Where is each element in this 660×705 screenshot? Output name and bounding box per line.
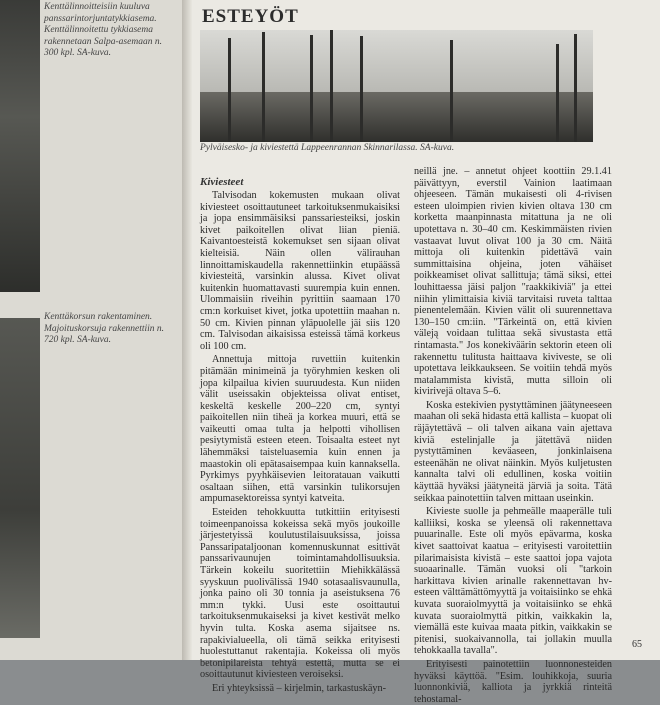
gun-emplacement-photo [0,0,40,292]
photo-tree [228,38,231,142]
obstacle-field-photo [200,30,593,142]
paragraph: neillä jne. – annetut ohjeet koottiin 29.1.41 päivättyyn, everstil Vainion laatimaan ohjeeseen. Tämän mukaisesti oli 4-rivisen esteen uloimpien rivien kivien oltava 130 cm korketta maanpinnasta mitattuna ja ne oli upotettava n. 30–40 cm. Keskimmäisten rivien vastaavat luvut olivat 100 ja 30 cm. Näitä mittoja oli kuitenkin pidettävä vain summittaisina ohjeina, joten vähäiset poikkeamiset olivat sallittuja; tämä siksi, ettei louhittaessa jäisi paljon "raakkikiviä" ja ettei niihin ylimittaisia kiviä tarvitaisi ruveta talttaa pienentelemään. Kivien välit oli suurennettava 130–150 cm:iin. "Tärkeintä on, että kivien väleją voidaan tulittaa sekä sivustasta että rintamasta." Jos konekiväärin sektorin eteen oli rakennettu tulitusta haittaava kiviveste, se oli upotettava leikkaukseen. Se voitiin tehdä myös matalammista kivistä, mutta silloin oli kivirivejä oltava 5–6. [414,166,612,398]
left-photo-caption-top: Kenttälinnoitteisiin kuuluva panssarintorjuntatykkiasema. Kenttälinnoitettu tykkiasema rakennetaan Salpa-asemaan n. 300 kpl. SA-kuva. [44,2,162,58]
text-column-left [200,190,400,695]
paragraph: Esteiden tehokkuutta tutkittiin erityisesti toimeenpanoissa kokeissa sekä myös joukoille järjestetyissä koulutustilaisuuksissa, joissa Panssaripataljoonan komennuskunnat esittivät panssarivaunujen toimintamahdollisuuksia. Tärkein kokeilu suoritettiin Miehikkälässä syyskuun puolivälissä 1940 sotasaalisvaunulla, jonka paino oli 30 tonnia ja aseistuksena 76 mm:n tykki. Uusi este osoittautui tarkoituksenmukaiseksi ja kivet kestivät melko hyvin tulta. Koska asema sijaitsee ns. rapakivialueella, oli tämä seikka erityisesti huolestuttanut rakentajia. Kokeissa oli myös betonipilareista tehtyä estettä, mutta se ei osoittautunut kiviesteen veroiseksi. [200,507,400,681]
photo-tree [574,34,577,142]
photo-tree [450,40,453,142]
left-page [0,0,182,660]
photo-sky [200,30,593,92]
photo-ground [200,92,593,142]
paragraph: Annettuja mittoja ruvettiin kuitenkin pitämään minimeinä ja työryhmien kesken oli jopa kilpailua kivien suuruudesta. Kun niiden välit useissakin objekteissa olivat entiset, keskeltä keskelle 200–220 cm, syntyi paikoitellen niin tiheä ja korkea muuri, että se vaikeutti omaa tulta ja helpotti vihollisen pesiytymistä esteen eteen. Toisaalta esteet nyt lähemmäksi taisteluasemia kuin ennen ja maastokin oli epätasaisempaa kuin kannaksella. Pyrkimys pyyhkäisevien leitoratauan vaikutti osaltaan siihen, että varsinkin tulikorsujen ampumasektoreissa syntyi katveita. [200,354,400,505]
photo-tree [556,44,559,142]
photo-tree [360,36,363,142]
photo-tree [310,35,313,142]
text-column-right [414,166,612,705]
field-bunker-photo [0,318,40,638]
paragraph: Talvisodan kokemusten mukaan olivat kiviesteet osoittautuneet tarkoituksenmukaisiksi ja jopa ensimmäisiksi panssariesteiksi, joskin kivet paikoitellen olivat liian pieniä. Kaivantoesteistä kokemukset sen sijaan olivat kielteisiä. Näin ollen välirauhan linnoittamiskaudella rakennettiinkin etupäässä kiviesteitä, varsinkin alussa. Kivet olivat kuitenkin huomattavasti suurempia kuin ennen. Ulommaisiin riveihin pyrittiin saamaan 170 cm:n korkuiset kivet, jotka upotettiin maahan n. 50 cm. Kivien pinnan yläpuolelle jäi siis 120 cm. Talvisodan aikaisissa esteissä tämä korkeus oli 100 cm. [200,190,400,352]
left-photo-caption-middle: Kenttäkorsun rakentaminen. Majoituskorsuja rakennettiin n. 720 kpl. SA-kuva. [44,312,165,345]
paragraph: Koska estekivien pystyttäminen jäätyneeseen maahan oli sekä hidasta että kallista – kuopat oli räjäytettävä – oli talven aikana vain ajettava kiviä estelinjalle ja jätettävä niiden pystyttäminen keväaseen, jonkinlaisena esteenähän ne olivat näinkin. Myös kuljetusten kannalta talvi oli edullinen, koska voitiin käyttää hyväksi jäätyneitä järviä ja soita. Tätä seikkaa painotettiin talven mittaan useinkin. [414,399,612,504]
photo-tree [262,32,265,142]
paragraph: Eri yhteyksissä – kirjelmin, tarkastuskäyn- [212,682,387,694]
page-heading: ESTEYÖT [202,6,299,27]
page-number: 65 [632,639,642,650]
photo-tree [330,30,333,142]
photo-caption: Pylväisesko- ja kiviestettä Lappeenrannan Skinnarilassa. SA-kuva. [200,143,455,153]
book-gutter [182,0,192,660]
paragraph: Kivieste suolle ja pehmeälle maaperälle tuli kalliiksi, koska se yleensä oli rakennettava puuarinalle. Este oli myös epävarma, koska kivet saattoivat kaatua – erityisesti varoitettiin pilarimaisista kivistä – este saattoi jopa vajota suoaarinalle. Tämän vuoksi oli "tarkoin harkittava kivien arinalle rakennettavan hv-esteen välttämättömyyttä ja voitaisiinko se ehkä kuvata suoraiolmyyttä ja voitaisiinko se ehkä kuvata suoraiolmyttä pitkin, vaikkakin la, viemällä este kuivaa maata pitkin, vaikkakin se pitenisi, suokaivannolla, tai jollakin muulla tehokkaalla tavalla". [414,506,612,657]
paragraph: Erityisesti painotettiin luonnonesteiden hyväksi käyttöä. "Esim. louhikkoja, suuria luonnonkiviä, kalliota ja jyrkkiä rinteitä tehostamal- [414,658,612,705]
section-subheading: Kiviesteet [200,176,244,188]
right-page [192,0,660,705]
